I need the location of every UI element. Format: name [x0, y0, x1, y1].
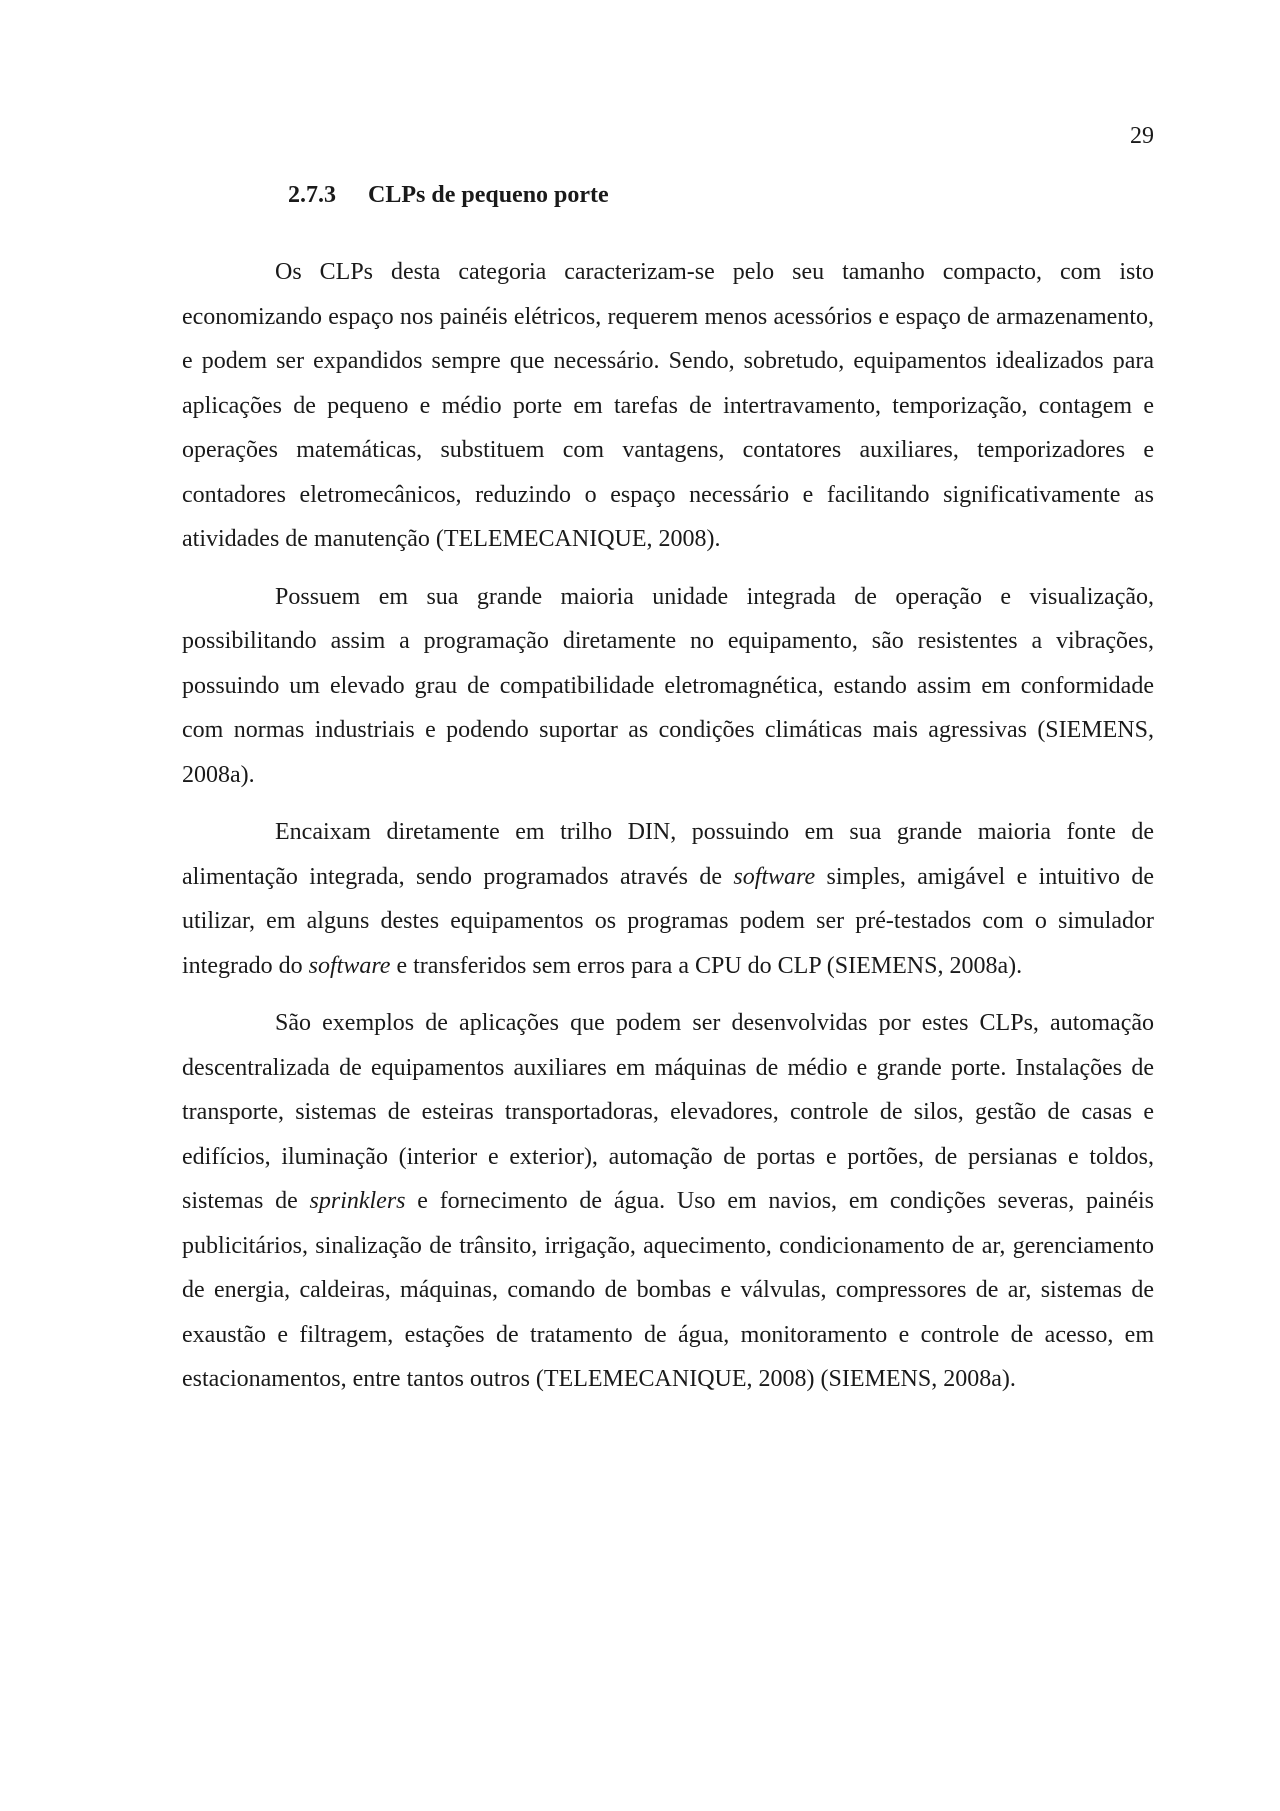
- body-text: [182, 250, 1154, 1415]
- paragraph-4-text-1: São exemplos de aplicações que podem ser desenvolvidas por estes CLPs, automação descentralizada de equipamentos auxiliares em máquinas de médio e grande porte. Instalações de transporte, sistemas de esteiras transportadoras, elevadores, controle de silos, gestão de casas e edifícios, iluminação (interior e exterior), automação de portas e portões, de persianas e toldos, sistemas de: [182, 1010, 1154, 1214]
- page-number: 29: [1130, 123, 1154, 149]
- paragraph-3-text-3: e transferidos sem erros para a CPU do CLP (SIEMENS, 2008a).: [390, 952, 1023, 979]
- section-title: CLPs de pequeno porte: [368, 182, 609, 208]
- section-heading: [288, 183, 609, 207]
- section-number: 2.7.3: [288, 182, 336, 208]
- paragraph-2: Possuem em sua grande maioria unidade integrada de operação e visualização, possibilitando assim a programação diretamente no equipamento, são resistentes a vibrações, possuindo um elevado grau de compatibilidade eletromagnética, estando assim em conformidade com normas industriais e podendo suportar as condições climáticas mais agressivas (SIEMENS, 2008a).: [182, 583, 1154, 788]
- paragraph-1: Os CLPs desta categoria caracterizam-se pelo seu tamanho compacto, com isto economizando espaço nos painéis elétricos, requerem menos acessórios e espaço de armazenamento, e podem ser expandidos sempre que necessário. Sendo, sobretudo, equipamentos idealizados para aplicações de pequeno e médio porte em tarefas de intertravamento, temporização, contagem e operações matemáticas, substituem com vantagens, contatores auxiliares, temporizadores e contadores eletromecânicos, reduzindo o espaço necessário e facilitando significativamente as atividades de manutenção (TELEMECANIQUE, 2008).: [182, 259, 1154, 552]
- paragraph-3-text-1: Encaixam diretamente em trilho DIN, possuindo em sua grande maioria fonte de alimentação integrada, sendo programados através de: [182, 819, 1154, 890]
- paragraph-3: [182, 810, 1154, 988]
- paragraph-3-text-2: simples, amigável e intuitivo de utilizar, em alguns destes equipamentos os programas podem ser pré-testados com o simulador integrado do: [182, 863, 1154, 979]
- paragraph-4: [182, 1001, 1154, 1402]
- paragraph-3-italic-term-1: software: [733, 863, 816, 890]
- paragraph-4-text-2: e fornecimento de água. Uso em navios, em condições severas, painéis publicitários, sinalização de trânsito, irrigação, aquecimento, condicionamento de ar, gerenciamento de energia, caldeiras, máquinas, comando de bombas e válvulas, compressores de ar, sistemas de exaustão e filtragem, estações de tratamento de água, monitoramento e controle de acesso, em estacionamentos, entre tantos outros (TELEMECANIQUE, 2008) (SIEMENS, 2008a).: [182, 1188, 1154, 1392]
- paragraph-4-italic-term: sprinklers: [309, 1188, 406, 1214]
- paragraph-3-italic-term-2: software: [308, 952, 391, 979]
